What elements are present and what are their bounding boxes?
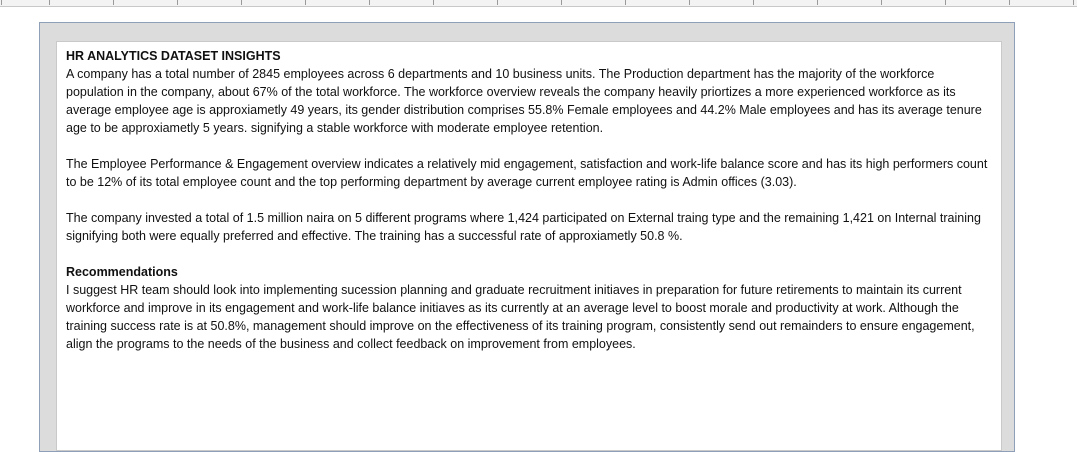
recommendations-heading: Recommendations [66, 265, 178, 279]
ruler-tick [945, 0, 946, 5]
ruler-tick [817, 0, 818, 5]
workforce-overview-paragraph: A company has a total number of 2845 employees across 6 departments and 10 business units. The Production department has the majority of the workforce population in the company, about 67% of the total workforce. The workforce overview reveals the company heavily priortizes a more experienced workforce as its average employee age is approxiametly 49 years, its gender distribution comprises 55.8% Female employees and 44.2% Male employees and has its average tenure age to be approxiametly 5 years. signifying a stable workforce with moderate employee retention. [66, 67, 982, 135]
ruler-tick [305, 0, 306, 5]
ruler-tick [1009, 0, 1010, 5]
ruler-tick [113, 0, 114, 5]
insights-text-box[interactable] [56, 41, 1002, 451]
training-paragraph: The company invested a total of 1.5 million naira on 5 different programs where 1,424 participated on External traing type and the remaining 1,421 on Internal training signifying both were equally preferred and effective. The training has a successful rate of approxiametly 50.8 %. [66, 211, 981, 243]
ruler-tick [561, 0, 562, 5]
performance-paragraph: The Employee Performance & Engagement overview indicates a relatively mid engagement, satisfaction and work-life balance score and has its high performers count to be 12% of its total employee count and the top performing department by average current employee rating is Admin offices (3.03). [66, 157, 988, 189]
ruler-tick [497, 0, 498, 5]
ruler-tick [881, 0, 882, 5]
recommendations-paragraph: I suggest HR team should look into implementing sucession planning and graduate recruitment initiaves in preparation for future retirements to maintain its current workforce and improve in its engagement and work-life balance initiaves as its currently at an average level to boost morale and productivity at work. Although the training success rate is at 50.8%, management should improve on the effectiveness of its training program, consistently send out remainders to ensure engagement, align the programs to the needs of the business and collect feedback on improvement from employees. [66, 283, 975, 351]
ruler-tick [241, 0, 242, 5]
ruler-tick [433, 0, 434, 5]
ruler-tick [369, 0, 370, 5]
column-header-strip [0, 0, 1077, 7]
ruler-tick [1, 0, 2, 5]
intro-block [66, 47, 991, 137]
document-title: HR ANALYTICS DATASET INSIGHTS [66, 49, 281, 63]
ruler-tick [753, 0, 754, 5]
ruler-tick [625, 0, 626, 5]
ruler-tick [177, 0, 178, 5]
ruler-tick [689, 0, 690, 5]
ruler-tick [49, 0, 50, 5]
ruler-tick [1073, 0, 1074, 5]
recommendations-block [66, 263, 991, 353]
